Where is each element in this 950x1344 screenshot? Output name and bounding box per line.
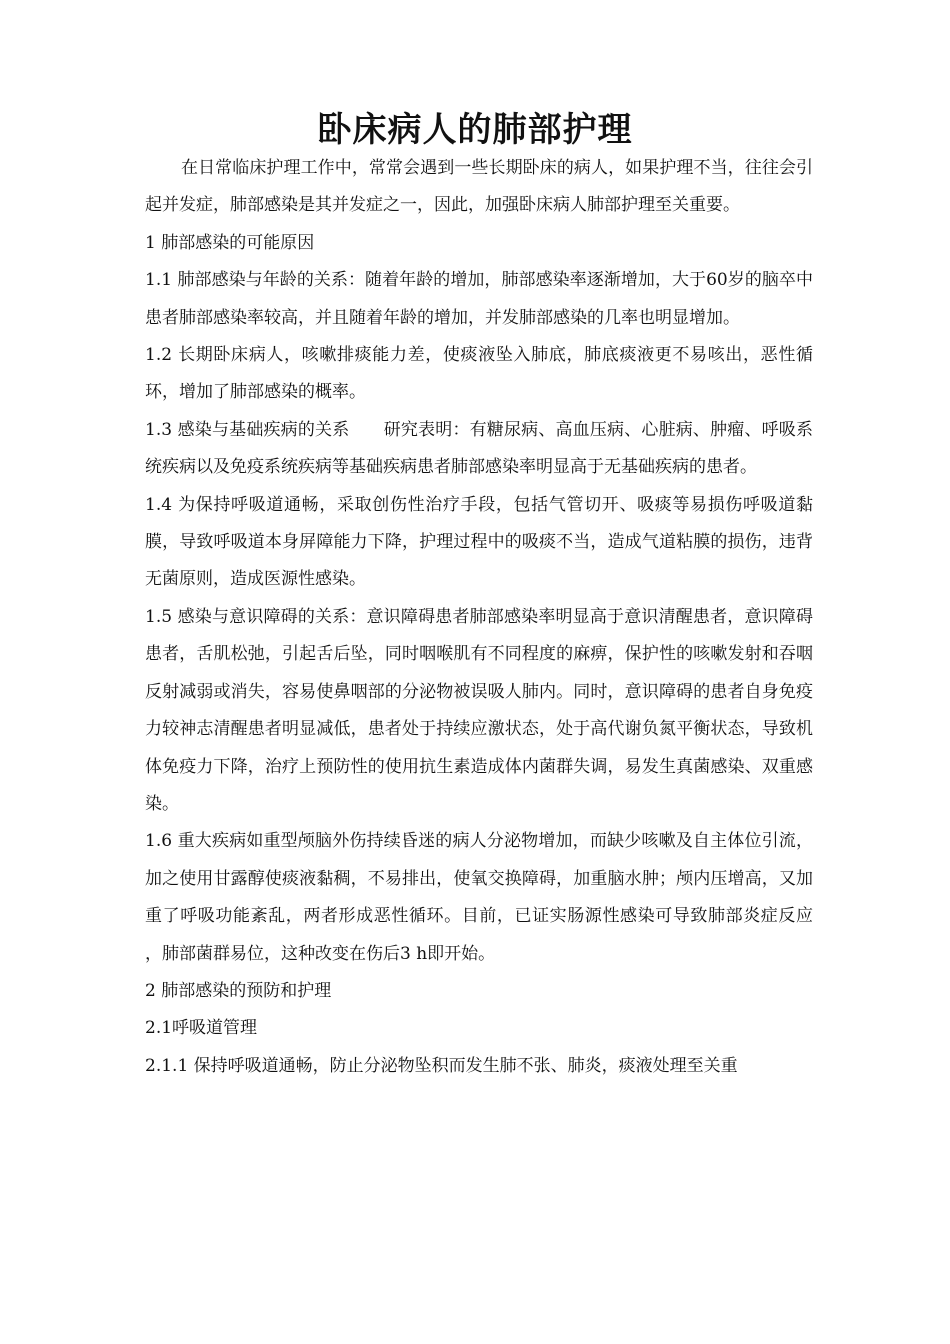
subsection-heading-2-1: 2.1呼吸道管理 — [145, 1018, 258, 1039]
section-heading-2: 2 肺部感染的预防和护理 — [145, 980, 332, 1001]
section-heading-1: 1 肺部感染的可能原因 — [145, 232, 315, 253]
paragraph-1-5: 1.5 感染与意识障碍的关系：意识障碍患者肺部感染率明显高于意识清醒患者，意识障碍患者，舌肌松弛，引起舌后坠，同时咽喉肌有不同程度的麻痹，保护性的咳嗽发射和吞咽反射减弱或消失，容易使鼻咽部的分泌物被误吸人肺内。同时，意识障碍的患者自身免疫力较神志清醒患者明显减低，患者处于持续应激状态，处于高代谢负氮平衡状态，导致机体免疫力下降，治疗上预防性的使用抗生素造成体内菌群失调，易发生真菌感染、双重感染。 — [145, 606, 813, 814]
paragraph-1-6: 1.6 重大疾病如重型颅脑外伤持续昏迷的病人分泌物增加，而缺少咳嗽及自主体位引流，加之使用甘露醇使痰液黏稠，不易排出，使氧交换障碍，加重脑水肿；颅内压增高，又加重了呼吸功能紊乱，两者形成恶性循环。目前，已证实肠源性感染可导致肺部炎症反应 ，肺部菌群易位，这种改变在伤后3 h即开始。 — [145, 831, 813, 964]
paragraph-1-3: 1.3 感染与基础疾病的关系 研究表明：有糖尿病、高血压病、心脏病、肿瘤、呼吸系统疾病以及免疫系统疾病等基础疾病患者肺部感染率明显高于无基础疾病的患者。 — [145, 419, 813, 478]
paragraph-1-1: 1.1 肺部感染与年龄的关系：随着年龄的增加，肺部感染率逐渐增加，大于60岁的脑卒中患者肺部感染率较高，并且随着年龄的增加，并发肺部感染的几率也明显增加。 — [145, 270, 813, 328]
paragraph-2-1-1: 2.1.1 保持呼吸道通畅，防止分泌物坠积而发生肺不张、肺炎，痰液处理至关重 — [145, 1055, 738, 1076]
document-title: 卧床病人的肺部护理 — [317, 109, 633, 150]
intro-paragraph: 在日常临床护理工作中，常常会遇到一些长期卧床的病人，如果护理不当，往往会引起并发症，肺部感染是其并发症之一，因此，加强卧床病人肺部护理至关重要。 — [145, 158, 813, 216]
document-body — [145, 150, 813, 1085]
paragraph-1-4: 1.4 为保持呼吸道通畅，采取创伤性治疗手段，包括气管切开、吸痰等易损伤呼吸道黏膜，导致呼吸道本身屏障能力下降，护理过程中的吸痰不当，造成气道粘膜的损伤，违背无菌原则，造成医源性感染。 — [145, 494, 813, 590]
paragraph-1-2: 1.2 长期卧床病人，咳嗽排痰能力差，使痰液坠入肺底，肺底痰液更不易咳出，恶性循环，增加了肺部感染的概率。 — [145, 345, 813, 403]
